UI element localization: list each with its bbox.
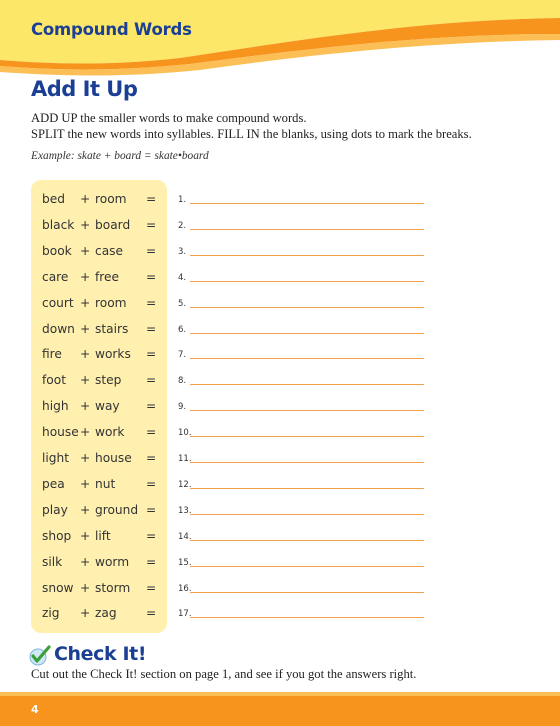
second-word: board	[95, 217, 131, 232]
equals-sign: =	[146, 554, 157, 569]
plus-sign: +	[80, 580, 91, 595]
first-word: high	[42, 399, 69, 414]
second-word: worm	[95, 554, 130, 569]
first-word: pea	[42, 476, 65, 491]
first-word: bed	[42, 192, 65, 206]
equals-sign: =	[146, 295, 157, 310]
answer-blank[interactable]	[190, 307, 424, 308]
plus-sign: +	[80, 451, 91, 465]
second-word: step	[95, 373, 122, 388]
first-word: snow	[42, 580, 74, 595]
exercise-row	[0, 270, 560, 296]
item-number: 13.	[178, 505, 192, 516]
answer-blank[interactable]	[190, 514, 424, 515]
first-word: court	[42, 295, 74, 310]
check-it-text: Cut out the Check It! section on page 1, and see if you got the answers right.	[31, 667, 417, 681]
header-banner	[0, 0, 560, 80]
second-word: zag	[95, 606, 117, 621]
exercise-row	[0, 322, 560, 348]
plus-sign: +	[80, 347, 91, 362]
answer-blank[interactable]	[190, 488, 424, 489]
header-title: Compound Words	[31, 20, 192, 39]
answer-blank[interactable]	[190, 592, 424, 593]
plus-sign: +	[80, 502, 91, 517]
answer-blank[interactable]	[190, 384, 424, 385]
second-word: room	[95, 295, 127, 310]
second-word: works	[95, 347, 131, 362]
plus-sign: +	[80, 217, 91, 232]
item-number: 12.	[178, 479, 192, 490]
answer-blank[interactable]	[190, 281, 424, 282]
exercise-row	[0, 451, 560, 477]
exercise-row	[0, 373, 560, 399]
item-number: 6.	[178, 324, 187, 335]
second-word: stairs	[95, 321, 129, 336]
answer-blank[interactable]	[190, 410, 424, 411]
instructions	[31, 110, 541, 142]
example-text: Example: skate + board = skate•board	[31, 150, 209, 162]
plus-sign: +	[80, 425, 91, 440]
answer-blank[interactable]	[190, 255, 424, 256]
exercise-row	[0, 347, 560, 373]
equals-sign: =	[146, 502, 157, 517]
equals-sign: =	[146, 269, 157, 284]
second-word: room	[95, 192, 127, 206]
checkmark-icon	[28, 643, 52, 667]
second-word: work	[95, 425, 125, 440]
item-number: 5.	[178, 298, 187, 309]
plus-sign: +	[80, 192, 91, 206]
second-word: nut	[95, 476, 116, 491]
answer-blank[interactable]	[190, 333, 424, 334]
plus-sign: +	[80, 373, 91, 388]
item-number: 3.	[178, 246, 187, 257]
equals-sign: =	[146, 192, 157, 206]
second-word: house	[95, 451, 132, 465]
first-word: shop	[42, 528, 72, 543]
exercise-row	[0, 218, 560, 244]
equals-sign: =	[146, 528, 157, 543]
equals-sign: =	[146, 217, 157, 232]
plus-sign: +	[80, 606, 91, 621]
equals-sign: =	[146, 476, 157, 491]
first-word: foot	[42, 373, 66, 388]
first-word: zig	[42, 606, 60, 621]
item-number: 10.	[178, 428, 192, 439]
plus-sign: +	[80, 476, 91, 491]
plus-sign: +	[80, 321, 91, 336]
check-it-title: Check It!	[54, 643, 147, 665]
plus-sign: +	[80, 243, 91, 258]
plus-sign: +	[80, 269, 91, 284]
page-number: 4	[31, 703, 39, 716]
exercise-row	[0, 399, 560, 425]
answer-blank[interactable]	[190, 203, 424, 204]
first-word: silk	[42, 554, 63, 569]
exercise-row	[0, 244, 560, 270]
first-word: care	[42, 269, 69, 284]
item-number: 16.	[178, 583, 192, 594]
exercise-row	[0, 192, 560, 218]
first-word: fire	[42, 347, 62, 362]
first-word: play	[42, 502, 68, 517]
exercise-row	[0, 425, 560, 451]
section-title: Add It Up	[31, 77, 138, 101]
exercise-row	[0, 581, 560, 607]
equals-sign: =	[146, 425, 157, 440]
item-number: 9.	[178, 402, 187, 413]
exercise-row	[0, 477, 560, 503]
answer-blank[interactable]	[190, 436, 424, 437]
item-number: 14.	[178, 531, 192, 542]
first-word: book	[42, 243, 72, 258]
answer-blank[interactable]	[190, 566, 424, 567]
item-number: 17.	[178, 609, 192, 620]
item-number: 2.	[178, 220, 187, 231]
exercise-row	[0, 555, 560, 581]
answer-blank[interactable]	[190, 462, 424, 463]
equals-sign: =	[146, 321, 157, 336]
answer-blank[interactable]	[190, 229, 424, 230]
equals-sign: =	[146, 347, 157, 362]
instruction-line-2: SPLIT the new words into syllables. FILL IN the blanks, using dots to mark the breaks.	[31, 127, 472, 141]
second-word: ground	[95, 502, 139, 517]
equals-sign: =	[146, 399, 157, 414]
exercise-row	[0, 606, 560, 632]
item-number: 11.	[178, 454, 192, 464]
item-number: 8.	[178, 376, 187, 387]
answer-blank[interactable]	[190, 358, 424, 359]
item-number: 7.	[178, 350, 187, 361]
equals-sign: =	[146, 580, 157, 595]
plus-sign: +	[80, 295, 91, 310]
equals-sign: =	[146, 373, 157, 388]
item-number: 4.	[178, 272, 187, 283]
exercise-row	[0, 529, 560, 555]
equals-sign: =	[146, 606, 157, 621]
second-word: storm	[95, 580, 131, 595]
answer-blank[interactable]	[190, 540, 424, 541]
instruction-line-1: ADD UP the smaller words to make compound words.	[31, 111, 307, 125]
equals-sign: =	[146, 451, 157, 465]
exercise-row	[0, 296, 560, 322]
first-word: house	[42, 425, 79, 440]
plus-sign: +	[80, 399, 91, 414]
plus-sign: +	[80, 528, 91, 543]
footer-band	[0, 692, 560, 726]
second-word: lift	[95, 528, 111, 543]
second-word: case	[95, 243, 124, 258]
first-word: black	[42, 217, 75, 232]
item-number: 15.	[178, 557, 192, 568]
plus-sign: +	[80, 554, 91, 569]
second-word: free	[95, 269, 120, 284]
second-word: way	[95, 399, 120, 414]
item-number: 1.	[178, 195, 187, 205]
answer-blank[interactable]	[190, 617, 424, 618]
equals-sign: =	[146, 243, 157, 258]
exercise-row	[0, 503, 560, 529]
first-word: light	[42, 451, 70, 465]
first-word: down	[42, 321, 75, 336]
